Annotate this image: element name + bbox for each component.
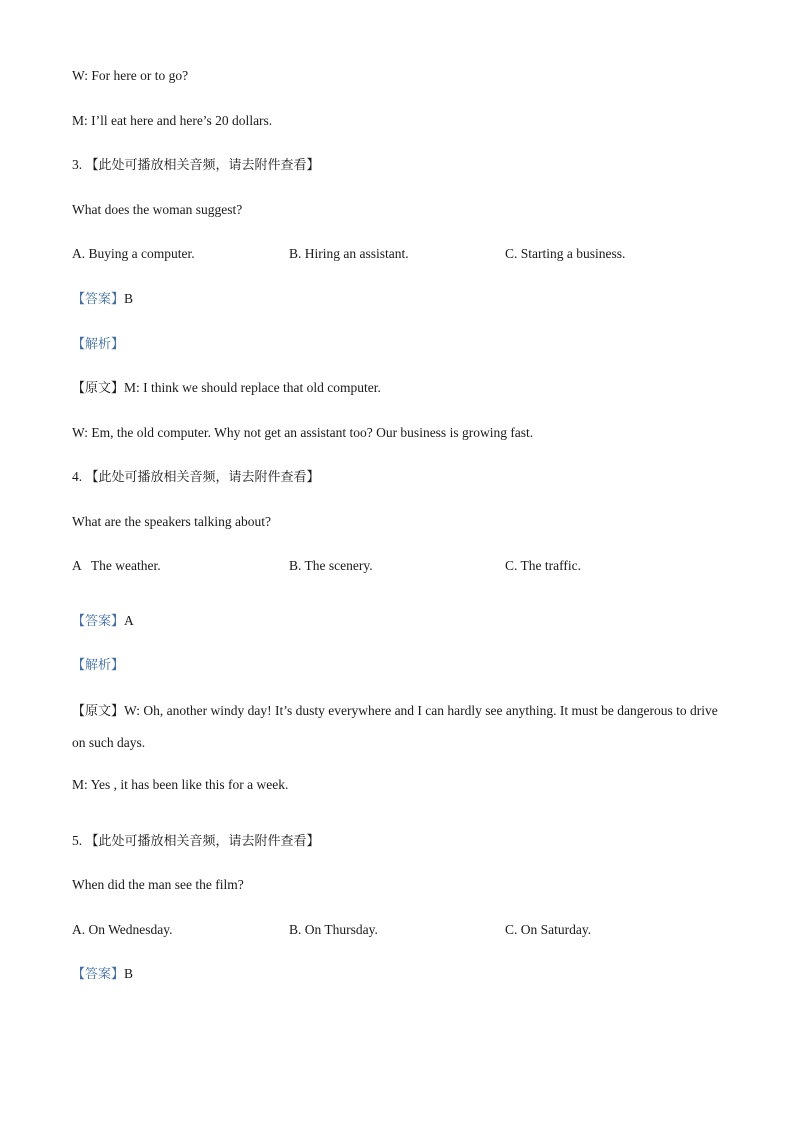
q3-source-w: W: Em, the old computer. Why not get an assistant too? Our business is growing fast. <box>72 425 534 440</box>
q5-option-b: B. On Thursday. <box>289 922 378 937</box>
q4-answer-value: A <box>124 613 134 628</box>
q4-source-w-text: W: Oh, another windy day! It’s dusty everywhere and I can hardly see anything. It must be dangerous to drive on such days. <box>72 703 718 750</box>
q3-question: What does the woman suggest? <box>72 202 243 217</box>
q3-option-a: A. Buying a computer. <box>72 246 195 261</box>
q3-audio-note[interactable]: 【此处可播放相关音频，请去附件查看】 <box>85 158 320 173</box>
q3-answer-value: B <box>124 291 134 306</box>
q3-option-b: B. Hiring an assistant. <box>289 246 409 261</box>
q5-answer-value: B <box>124 966 134 981</box>
q4-answer <box>72 612 134 631</box>
q5-number: 5. <box>72 833 83 848</box>
q5-answer <box>72 965 133 984</box>
q4-option-b: B. The scenery. <box>289 558 373 573</box>
q5-answer-tag: 【答案】 <box>72 967 125 982</box>
q4-analysis-tag: 【解析】 <box>72 658 125 673</box>
q3-number: 3. <box>72 157 83 172</box>
q4-option-a: A The weather. <box>72 558 161 573</box>
q4-header <box>72 468 320 487</box>
q4-answer-tag: 【答案】 <box>72 614 125 629</box>
dialogue-w-line: W: For here or to go? <box>72 68 189 83</box>
q4-question: What are the speakers talking about? <box>72 514 272 529</box>
q5-option-a: A. On Wednesday. <box>72 922 173 937</box>
q3-option-c: C. Starting a business. <box>505 246 626 261</box>
q4-source-tag: 【原文】 <box>72 704 125 719</box>
q5-question: When did the man see the film? <box>72 877 244 892</box>
q3-analysis-tag: 【解析】 <box>72 337 125 352</box>
q4-option-c: C. The traffic. <box>505 558 581 573</box>
q3-header <box>72 156 320 175</box>
q5-option-c: C. On Saturday. <box>505 922 592 937</box>
q5-header <box>72 832 320 851</box>
q3-analysis <box>72 335 124 354</box>
q4-source-w <box>72 695 724 758</box>
q4-analysis <box>72 656 124 675</box>
q5-audio-note[interactable]: 【此处可播放相关音频，请去附件查看】 <box>85 834 320 849</box>
q3-answer-tag: 【答案】 <box>72 292 125 307</box>
q3-source-m <box>72 379 381 398</box>
dialogue-m-line: M: I’ll eat here and here’s 20 dollars. <box>72 113 273 128</box>
q3-answer <box>72 290 133 309</box>
q4-source-m: M: Yes , it has been like this for a week. <box>72 777 289 792</box>
q3-source-tag: 【原文】 <box>72 381 125 396</box>
q4-number: 4. <box>72 469 83 484</box>
q4-audio-note[interactable]: 【此处可播放相关音频，请去附件查看】 <box>85 470 320 485</box>
q3-source-m-text: M: I think we should replace that old computer. <box>124 380 381 395</box>
